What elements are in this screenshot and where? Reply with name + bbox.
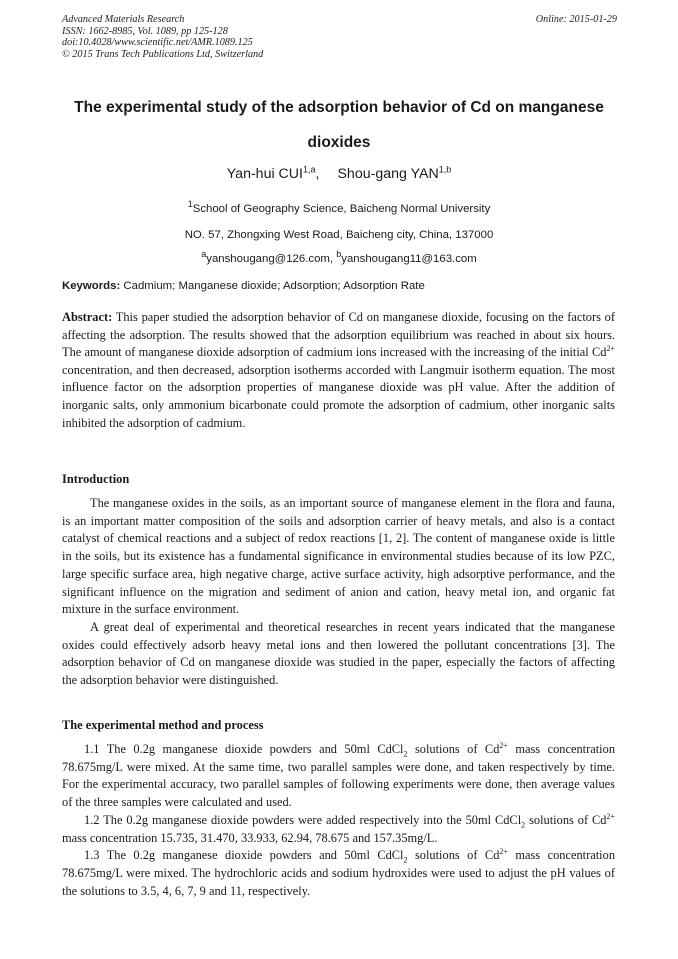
- method-paragraph-2: [62, 812, 615, 847]
- keywords-label: Keywords:: [62, 280, 121, 292]
- method-1-sub: 2: [403, 749, 408, 759]
- abstract-text-2: concentration, and then decreased, adsorption isotherms accorded with Langmuir isotherm equation. The most influence factor on the adsorption properties of manganese dioxide was pH value. After the addition of inorganic salts, only ammonium bicarbonate could promote the adsorption of cadmium, other inorganic salts inhibited the adsorption of cadmium.: [62, 362, 615, 430]
- method-3-text-c: mass concentration 78.675mg/L were mixed. The hydrochloric acids and sodium hydroxides were used to adjust the pH values of the solutions to 3.5, 4, 6, 7, 9 and 11, respectively.: [62, 848, 616, 898]
- paper-title: [40, 90, 638, 160]
- intro-paragraph-1: The manganese oxides in the soils, as an important source of manganese element in the flora and fauna, is an important matter composition of the soils and adsorption carrier of heavy metals, and also is a contact catalyst of chemical reactions and a subject of redox reactions [1, 2]. The content of manganese oxide is little in the soils, but its existence has a fundamental significance in environmental studies because of its low PZC, large specific surface area, high negative charge, active surface activity, high adsorptive performance, and the significant influence on the migration and sediment of anion and cation, heavy metal ion, and organic fat mixture in the surface environment.: [62, 496, 615, 617]
- title-line-2: dioxides: [307, 134, 371, 151]
- email-a-marker: a: [201, 249, 207, 260]
- journal-name: Advanced Materials Research: [62, 14, 185, 25]
- method-2-sup: 2+: [606, 811, 615, 821]
- method-2-text-b: solutions of Cd: [525, 812, 607, 827]
- email-a[interactable]: yanshougang@126.com,: [206, 253, 334, 265]
- method-1-text-b: solutions of Cd: [407, 742, 500, 756]
- author-1: Yan-hui CUI: [226, 166, 303, 182]
- author-2-affil: 1,b: [438, 164, 452, 175]
- doi: doi:10.4028/www.scientific.net/AMR.1089.125: [62, 37, 253, 48]
- affiliation-line-2: NO. 57, Zhongxing West Road, Baicheng city, China, 137000: [184, 229, 494, 241]
- method-1-text-c: mass concentration 78.675mg/L were mixed. At the same time, two parallel samples were done, and taken respectively by time. For the experimental accuracy, two parallel samples of following experiments were done, then average values of the three samples were calculated and used.: [62, 742, 616, 810]
- keywords-text: Cadmium; Manganese dioxide; Adsorption; Adsorption Rate: [123, 280, 425, 292]
- introduction-heading: Introduction: [62, 472, 130, 486]
- affil-institution: School of Geography Science, Baicheng Normal University: [192, 203, 491, 215]
- method-1-sup: 2+: [499, 740, 508, 750]
- method-1-text-a: 1.1 The 0.2g manganese dioxide powders and 50ml CdCl: [84, 742, 404, 756]
- keywords: [62, 280, 425, 292]
- email-line: [0, 249, 678, 265]
- method-heading: The experimental method and process: [62, 718, 264, 732]
- author-separator: ,: [315, 166, 320, 182]
- intro-paragraph-2: A great deal of experimental and theoretical researches in recent years indicated that the manganese oxides could effectively adsorb heavy metal ions and then lowered the pollutant concentrations [3]. The adsorption behavior of Cd on manganese dioxide was studied in the paper, especially the factors of affecting the adsorption behavior were distinguished.: [62, 619, 615, 688]
- email-b[interactable]: yanshougang11@163.com: [341, 253, 477, 265]
- method-paragraph-1: [62, 741, 615, 812]
- method-2-text-a: 1.2 The 0.2g manganese dioxide powders were added respectively into the 50ml CdCl: [84, 812, 522, 827]
- author-1-affil: 1,a: [303, 164, 316, 175]
- method-3-sup: 2+: [499, 847, 508, 857]
- affiliation-line-1: [0, 199, 678, 215]
- abstract-label: Abstract:: [62, 310, 113, 324]
- journal-header: [62, 14, 617, 60]
- author-list: [0, 166, 678, 182]
- abstract-sup: 2+: [606, 344, 615, 354]
- issn: ISSN: 1662-8985, Vol. 1089, pp 125-128: [62, 25, 228, 37]
- copyright: © 2015 Trans Tech Publications Ltd, Switzerland: [62, 48, 264, 60]
- method-3-text-a: 1.3 The 0.2g manganese dioxide powders and 50ml CdCl: [84, 848, 404, 863]
- method-paragraph-3: [62, 847, 615, 900]
- abstract: [62, 309, 615, 432]
- method-3-sub: 2: [403, 855, 408, 865]
- method-3-text-b: solutions of Cd: [407, 848, 500, 863]
- introduction-body: [62, 495, 615, 690]
- email-b-marker: b: [336, 249, 342, 260]
- method-2-sub: 2: [521, 820, 526, 830]
- title-line-1: The experimental study of the adsorption behavior of Cd on manganese: [74, 99, 604, 116]
- method-body: [62, 741, 615, 900]
- abstract-text-1: This paper studied the adsorption behavior of Cd on manganese dioxide, focusing on the factors of affecting the adsorption. The results showed that the adsorption equilibrium was reached in about six hours. The amount of manganese dioxide adsorption of cadmium ions increased with the increasing of the initial Cd: [62, 310, 616, 360]
- author-2: Shou-gang YAN: [337, 166, 439, 182]
- affil-marker: 1: [187, 199, 193, 210]
- method-2-text-c: mass concentration 15.735, 31.470, 33.933, 62.94, 78.675 and 157.35mg/L.: [62, 830, 438, 845]
- online-date: Online: 2015-01-29: [535, 14, 617, 25]
